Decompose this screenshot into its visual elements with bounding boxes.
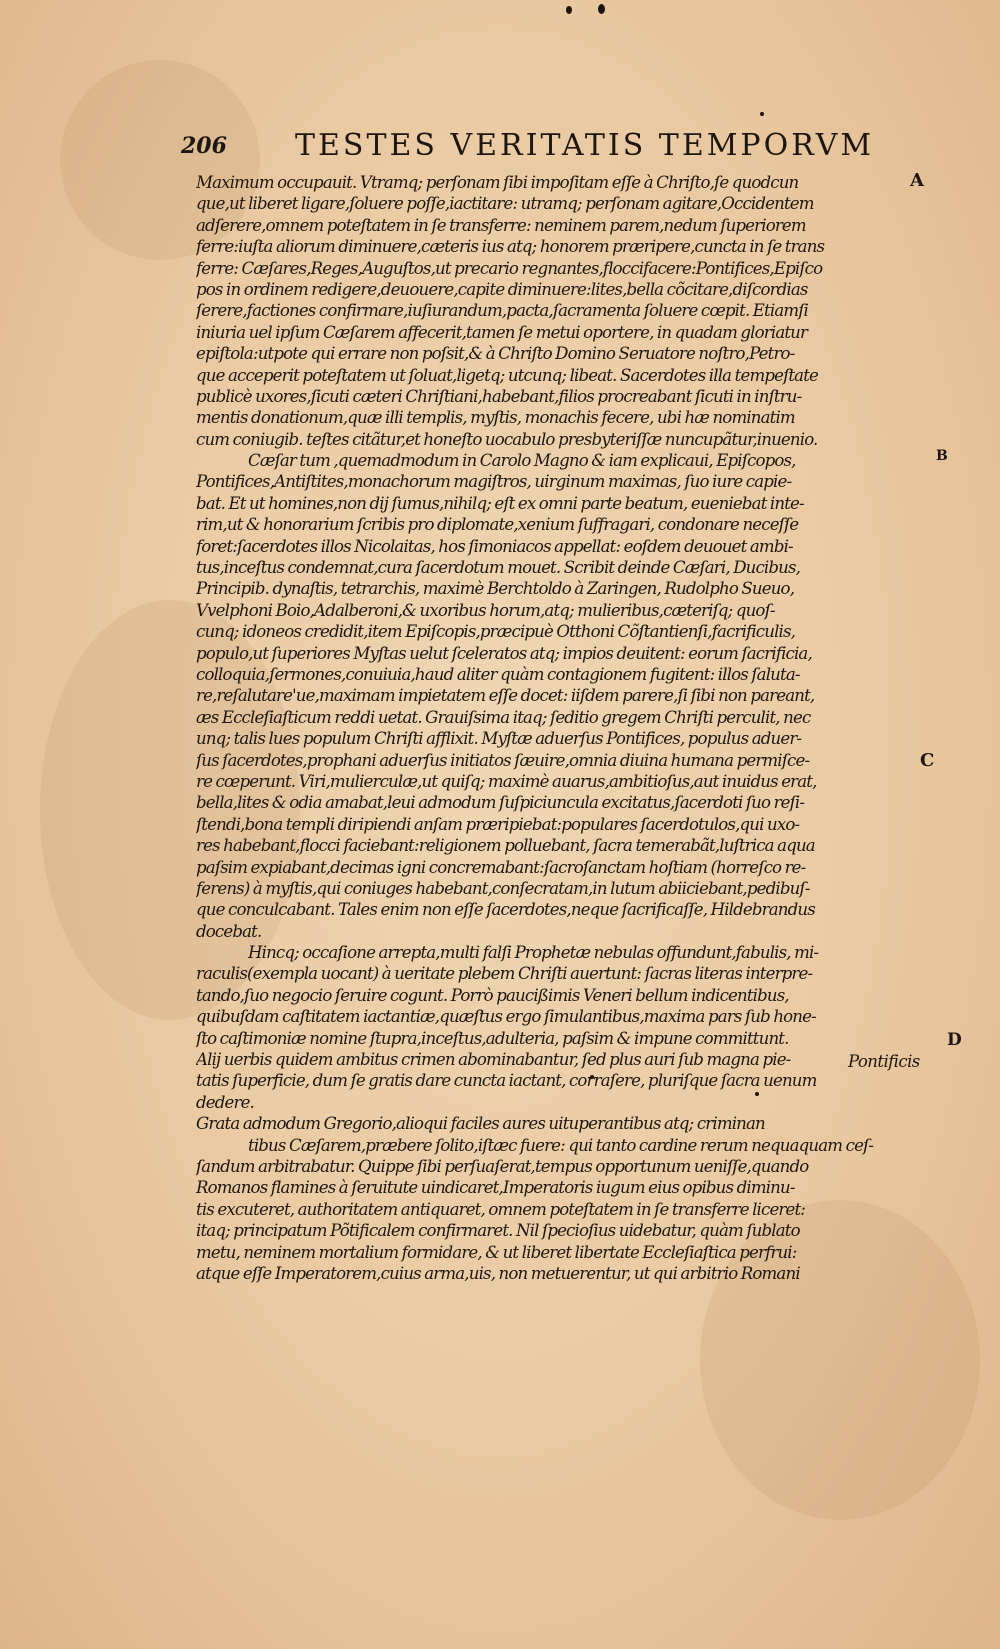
text-line: bella,lites & odia amabat,leui admodum ſuſpiciuncula excitatus,ſacerdoti ſuo reſi- bbox=[196, 793, 805, 813]
text-line: Hincq; occaſione arrepta,multi falſi Prophetæ nebulas offundunt,fabulis, mi- bbox=[248, 943, 819, 963]
text-line: paſsim expiabant,decimas igni concremabant:ſacroſanctam hoſtiam (horreſco re- bbox=[196, 857, 806, 877]
text-line: tus,inceſtus condemnat,cura ſacerdotum mouet. Scribit deinde Cæſari, Ducibus, bbox=[196, 558, 801, 578]
text-line: populo,ut ſuperiores Myſtas uelut ſceleratos atq; impios deuitent: eorum ſacrificia, bbox=[196, 643, 812, 663]
text-line: Vvelphoni Boio,Adalberoni,& uxoribus horum,atq; mulieribus,cæteriſq; quoſ- bbox=[196, 600, 775, 620]
margin-letter-c: C bbox=[920, 750, 935, 771]
text-line: bat. Et ut homines,non dij ſumus,nihilq; eſt ex omni parte beatum, eueniebat inte- bbox=[196, 493, 804, 513]
text-line: tatis ſuperficie, dum ſe gratis dare cuncta iactant, corraſere, pluriſque ſacra uenum bbox=[196, 1071, 817, 1091]
text-line: tis excuteret, authoritatem antiquaret, omnem poteſtatem in ſe transferre liceret: bbox=[196, 1199, 806, 1219]
text-line: raculis(exempla uocant) à ueritate plebem Chriſti auertunt: ſacras literas interpre- bbox=[196, 964, 813, 984]
ink-speck bbox=[566, 6, 572, 14]
text-line: ferens) à myſtis,qui coniuges habebant,conſecratam,in lutum abiiciebant,pedibuſ- bbox=[196, 878, 810, 898]
text-line: ferre: Cæſares,Reges,Auguſtos,ut precario regnantes,floccifacere:Pontifices,Epiſco bbox=[196, 258, 823, 278]
text-line: æs Eccleſiaſticum reddi uetat. Grauiſsima itaq; ſeditio gregem Chriſti perculit, nec bbox=[196, 707, 811, 727]
text-line: iniuria uel ipſum Cæſarem affecerit,tamen ſe metui oportere, in quadam gloriatur bbox=[196, 322, 808, 342]
catchword: Pontificis bbox=[848, 1052, 920, 1071]
ink-speck bbox=[760, 112, 764, 116]
text-line: ſto caſtimoniæ nomine ſtupra,inceſtus,adulteria, paſsim & impune committunt. bbox=[196, 1028, 789, 1048]
text-line: rim,ut & honorarium ſcribis pro diplomate,xenium ſuffragari, condonare neceſſe bbox=[196, 515, 799, 535]
text-line: colloquia,ſermones,conuiuia,haud aliter quàm contagionem fugitent: illos ſaluta- bbox=[196, 664, 800, 684]
text-line: quibuſdam caſtitatem iactantiæ,quæſtus ergo ſimulantibus,maxima pars ſub hone- bbox=[196, 1007, 816, 1027]
text-line: tando,ſuo negocio ſeruire cogunt. Porrò paucißimis Veneri bellum indicentibus, bbox=[196, 985, 789, 1005]
text-line: ſerere,factiones confirmare,iuſiurandum,pacta,ſacramenta ſoluere cœpit. Etiamſi bbox=[196, 301, 809, 321]
text-line: cunq; idoneos credidit,item Epiſcopis,præcipuè Otthoni Cõſtantienſi,facrificulis, bbox=[196, 622, 796, 642]
running-title: TESTES VERITATIS TEMPORVM bbox=[295, 128, 875, 163]
text-line: Principib. dynaſtis, tetrarchis, maximè Berchtoldo à Zaringen, Rudolpho Sueuo, bbox=[196, 579, 795, 599]
text-line: que,ut liberet ligare,ſoluere poſſe,iactitare: utramq; perſonam agitare,Occidentem bbox=[196, 194, 814, 214]
text-line: cum coniugib. teſtes citãtur,et honeſto uocabulo presbyteriſſæ nuncupãtur,inuenio. bbox=[196, 429, 818, 449]
text-line: itaq; principatum Põtificalem confirmaret. Nil ſpecioſius uidebatur, quàm ſublato bbox=[196, 1221, 800, 1241]
text-line: Alij uerbis quidem ambitus crimen abominabantur, ſed plus auri ſub magna pie- bbox=[196, 1050, 791, 1070]
text-line: res habebant,flocci faciebant:religionem polluebant, ſacra temerabãt,luſtrica aqua bbox=[196, 836, 815, 856]
text-line: unq; talis lues populum Chriſti afflixit. Myſtæ aduerſus Pontifices, populus aduer- bbox=[196, 729, 802, 749]
margin-letter-b: B bbox=[936, 448, 948, 464]
text-line: Cæſar tum ,quemadmodum in Carolo Magno & iam explicaui, Epiſcopos, bbox=[248, 451, 796, 471]
text-line: metu, neminem mortalium formidare, & ut liberet libertate Eccleſiaſtica perfrui: bbox=[196, 1242, 797, 1262]
text-line: atque eſſe Imperatorem,cuius arma,uis, non metuerentur, ut qui arbitrio Romani bbox=[196, 1263, 800, 1283]
text-line: foret:ſacerdotes illos Nicolaitas, hos ſimoniacos appellat: eoſdem deuouet ambi- bbox=[196, 536, 793, 556]
text-line: ferre:iuſta aliorum diminuere,cæteris ius atq; honorem præripere,cuncta in ſe trans bbox=[196, 237, 825, 257]
page-number: 206 bbox=[181, 133, 227, 159]
text-line: adſerere,omnem poteſtatem in ſe transferre: neminem parem,nedum ſuperiorem bbox=[196, 215, 806, 235]
page-header bbox=[175, 128, 915, 164]
margin-letter-a: A bbox=[910, 170, 924, 191]
ink-speck bbox=[598, 4, 605, 14]
text-line: re,reſalutare'ue,maximam impietatem eſſe docet: iiſdem parere,ſi ſibi non pareant, bbox=[196, 686, 815, 706]
text-line: pos in ordinem redigere,deuouere,capite diminuere:lites,bella cõcitare,diſcordias bbox=[196, 279, 808, 299]
text-line: docebat. bbox=[196, 921, 262, 941]
text-line: Maximum occupauit. Vtramq; perſonam ſibi impoſitam eſſe à Chriſto,ſe quodcun bbox=[196, 173, 799, 192]
text-line: ſandum arbitrabatur. Quippe ſibi perſuaſerat,tempus opportunum ueniſſe,quando bbox=[196, 1156, 809, 1176]
text-line: ſus ſacerdotes,prophani aduerſus initiatos ſæuire,omnia diuina humana permiſce- bbox=[196, 750, 810, 770]
text-line: dedere. bbox=[196, 1092, 254, 1112]
margin-letter-d: D bbox=[947, 1030, 962, 1050]
text-line: publicè uxores,ſicuti cæteri Chriſtiani,habebant,filios procreabant ſicuti in inſtru- bbox=[196, 386, 802, 406]
text-line: Pontifices,Antiſtites,monachorum magiſtros, uirginum maximas, ſuo iure capie- bbox=[196, 472, 792, 492]
text-line: que acceperit poteſtatem ut ſoluat,ligetq; utcunq; libeat. Sacerdotes illa tempeſtate bbox=[196, 365, 819, 385]
text-line: mentis donationum,quæ illi templis, myſtis, monachis fecere, ubi hæ nominatim bbox=[196, 408, 795, 428]
text-line: re cœperunt. Viri,mulierculæ,ut quiſq; maximè auarus,ambitioſus,aut inuidus erat, bbox=[196, 771, 817, 791]
text-line: epiſtola:utpote qui errare non poſsit,& à Chriſto Domino Seruatore noſtro,Petro- bbox=[196, 344, 795, 364]
text-line: Grata admodum Gregorio,alioqui faciles aures uituperantibus atq; criminan bbox=[196, 1114, 765, 1134]
text-line: ſtendi,bona templi diripiendi anſam præripiebat:populares ſacerdotulos,qui uxo- bbox=[196, 814, 800, 834]
text-line: que conculcabant. Tales enim non eſſe ſacerdotes,neque ſacrificaſſe, Hildebrandus bbox=[196, 900, 815, 920]
text-line: Romanos flamines à ſeruitute uindicaret,Imperatoris iugum eius opibus diminu- bbox=[196, 1178, 795, 1198]
body-text bbox=[196, 172, 940, 1284]
text-line: tibus Cæſarem,præbere ſolito,iſtæc fuere: qui tanto cardine rerum nequaquam ceſ- bbox=[248, 1135, 874, 1155]
